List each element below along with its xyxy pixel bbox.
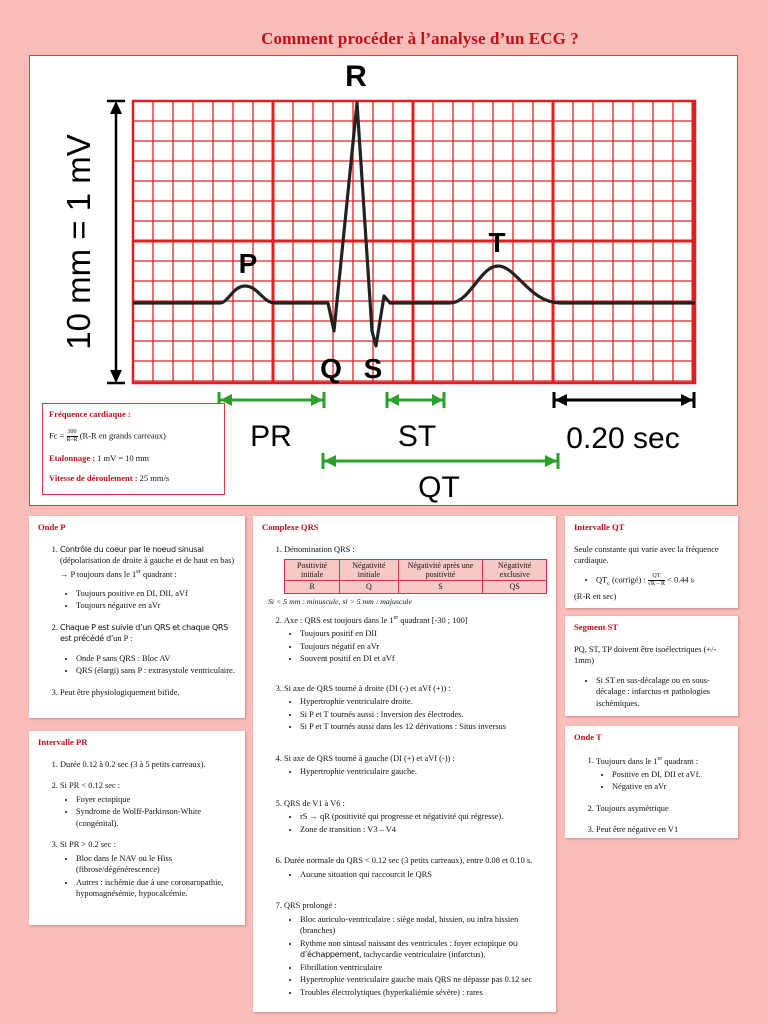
fc-formula: Fc = $\frac{300}{R-R}$ (R-R en grands carreaux) [49,429,166,443]
card-title: Onde T [574,732,602,742]
card-onde-p: Onde P 1. Contrôle du coeur par le noeud sinusal (dépolarisation de droite à gauche et de haut en bas) → P toujours dans le 1er quadrant : • Toujours positive en DI, DII, aVf • Toujours négative en aVr 2. Chaque P est suivie d’un QRS et chaque QRS est précédé d’un P : • Onde P sans QRS : Bloc AV • QRS (élargi) sans P : extrasystole ventriculaire. 3. Peut être physiologiquement bifide. [29,516,245,718]
card-title: Intervalle QT [574,522,625,532]
wave-label-p: P [238,248,258,279]
wave-label-q: Q [320,353,342,384]
time-label: 0.20 sec [566,422,680,455]
pr-label: PR [250,420,292,453]
card-intervalle-pr: Intervalle PR 1. Durée 0.12 à 0.2 sec (3 à 5 petits carreaux). 2. Si PR < 0.12 sec : • Foyer ectopique • Syndrome de Wolff-Parkinson-White (congénital). 3. Si PR > 0.2 sec : • Bloc dans le NAV ou le Hiss (fibrose/dégénérescence) • Autres : ischémie due à une coronaropathie, hypomagnésémie, hypocalcémie. [29,731,245,925]
card-title: Segment ST [574,622,619,632]
card-title: Intervalle PR [38,737,88,747]
qt-arrow [323,453,558,469]
card-title: Onde P [38,522,66,532]
ecg-grid [133,101,695,383]
vitesse: Vitesse de déroulement : 25 mm/s [49,473,170,483]
time-arrow [554,392,694,408]
card-onde-t: Onde T 1. Toujours dans le 1er quadrant : • Positive en DI, DII et aVf. • Négative en aVr 2. Toujours asymétrique 3. Peut être négative en V1 [565,726,738,838]
fc-title: Fréquence cardiaque : [49,409,131,419]
page-title: Comment procéder à l’analyse d’un ECG ? [261,29,579,48]
card-complexe-qrs: Complexe QRS 1. Dénomination QRS : Positivité initiale Négativité initiale Négativité après une positivité Négativité exclusive R Q S QS Si < 5 mm : minuscule, si > 5 mm : majuscule 2. Axe : QRS est toujours dans le 1er quadrant [-30 ; 100] • Toujours positif en DII • Toujours négatif en aVr • Souvent positif en DI et aVf 3. Si axe de QRS tourné à droite (DI (-) et aVf (+)) : • Hypertrophie ventriculaire droite. • Si P et T tournés aussi : Inversion des électrodes. • Si P et T tournés aussi dans les 12 dérivations : Situs inversus 4. Si axe de QRS tourné à gauche (DI (+) et aVf (-)) : • Hypertrophie ventriculaire gauche. 5. QRS de V1 à V6 : • rS → qR (positivité qui progresse et négativité qui régresse). • Zone de transition : V3 – V4 6. Durée normale du QRS < 0.12 sec (3 petits carreaux), entre 0.08 et 0.10 s. • Aucune situation qui raccourcit le QRS 7. QRS prolongé : • Bloc auriculo-ventriculaire : siège nodal, hissien, ou infra hissien (branches) • Rythme non sinusal naissant des ventricules : foyer ectopique ou d’échappement, tachycardie ventriculaire (infarctus). • Fibrillation ventriculaire • Hypertrophie ventriculaire gauche mais QRS ne dépasse pas 0.12 sec • Troubles électrolytiques (hyperkaliémie sévère) : rares [253,516,556,1012]
wave-label-s: S [363,353,383,384]
card-title: Complexe QRS [262,522,319,532]
card-intervalle-qt: Intervalle QT Seule constante qui varie avec la fréquence cardiaque. • $QT_c$ (corrigé) : $\frac{QT}{√R - R}$ < 0.44 s (R-R en sec) [565,516,738,608]
wave-label-t: T [488,227,506,258]
pr-arrow [219,392,324,408]
ecg-diagram [29,55,738,506]
wave-label-r: R [345,60,367,93]
st-label: ST [397,420,437,453]
info-box [42,403,225,495]
etalonnage: Etalonnage : 1 mV = 10 mm [49,453,150,463]
st-arrow [387,392,444,408]
qrs-table: Positivité initiale Négativité initiale Négativité après une positivité Négativité exclusive R Q S QS [284,559,547,594]
qt-label: QT [418,471,460,504]
card-segment-st: Segment ST PQ, ST, TP doivent être isoélectriques (+/- 1mm) • Si ST en sus-décalage ou en sous-décalage : infarctus et pathologies ischémiques. [565,616,738,716]
scale-label: 10 mm = 1 mV [60,134,97,350]
